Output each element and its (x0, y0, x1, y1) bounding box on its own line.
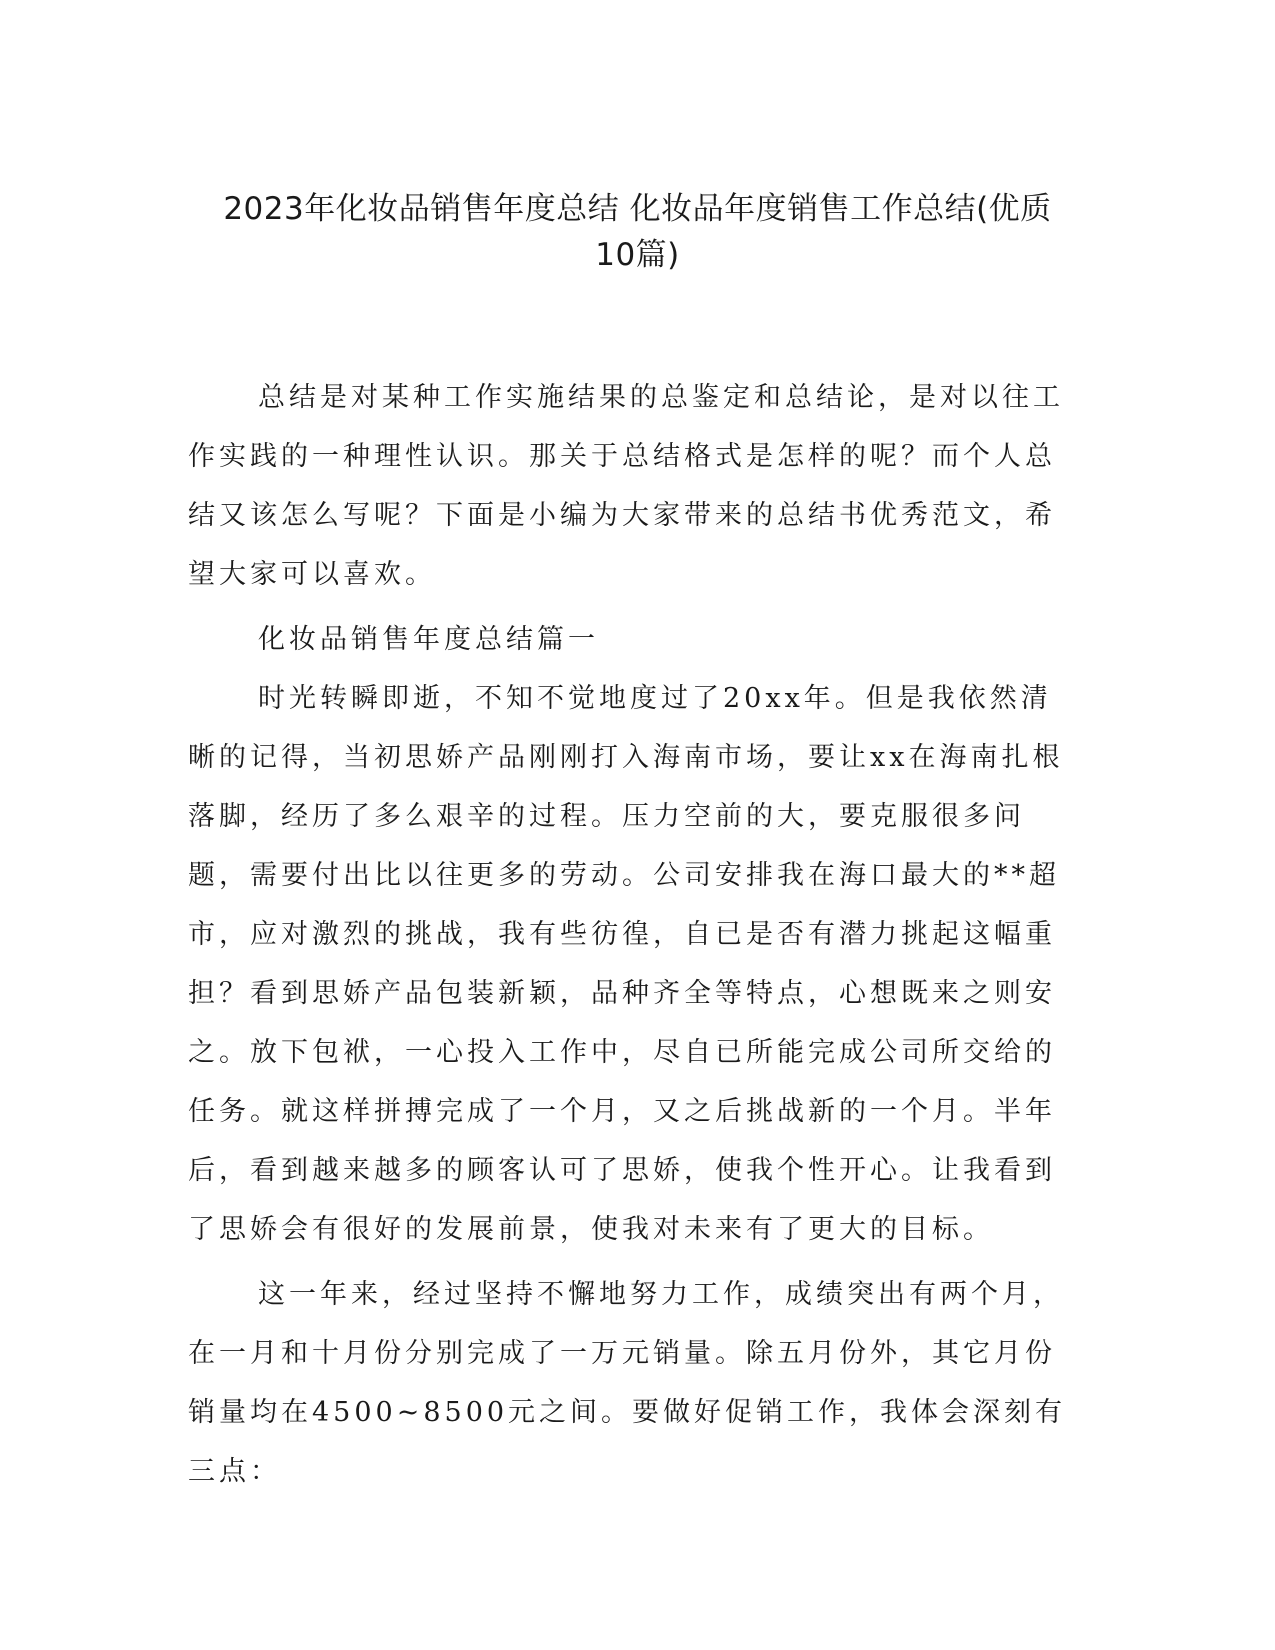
document-body (188, 368, 1080, 1501)
body-paragraph-2: 这一年来，经过坚持不懈地努力工作，成绩突出有两个月，在一月和十月份分别完成了一万元销量。除五月份外，其它月份销量均在4500~8500元之间。要做好促销工作，我体会深刻有三点： (188, 1279, 1067, 1487)
intro-paragraph: 总结是对某种工作实施结果的总鉴定和总结论，是对以往工作实践的一种理性认识。那关于总结格式是怎样的呢？而个人总结又该怎么写呢？下面是小编为大家带来的总结书优秀范文，希望大家可以喜欢。 (188, 382, 1064, 590)
document-title (170, 186, 1105, 278)
document-title-line-2: 10篇) (595, 237, 680, 273)
body-paragraph-1: 时光转瞬即逝，不知不觉地度过了20xx年。但是我依然清晰的记得，当初思娇产品刚刚打入海南市场，要让xx在海南扎根落脚，经历了多么艰辛的过程。压力空前的大，要克服很多问题，需要付出比以往更多的劳动。公司安排我在海口最大的**超市，应对激烈的挑战，我有些彷徨，自已是否有潜力挑起这幅重担？看到思娇产品包装新颖，品种齐全等特点，心想既来之则安之。放下包袱，一心投入工作中，尽自已所能完成公司所交给的任务。就这样拼搏完成了一个月，又之后挑战新的一个月。半年后，看到越来越多的顾客认可了思娇，使我个性开心。让我看到了思娇会有很好的发展前景，使我对未来有了更大的目标。 (188, 683, 1064, 1245)
section-heading: 化妆品销售年度总结篇一 (258, 624, 599, 655)
document-title-line-1: 2023年化妆品销售年度总结 化妆品年度销售工作总结(优质 (223, 191, 1052, 227)
